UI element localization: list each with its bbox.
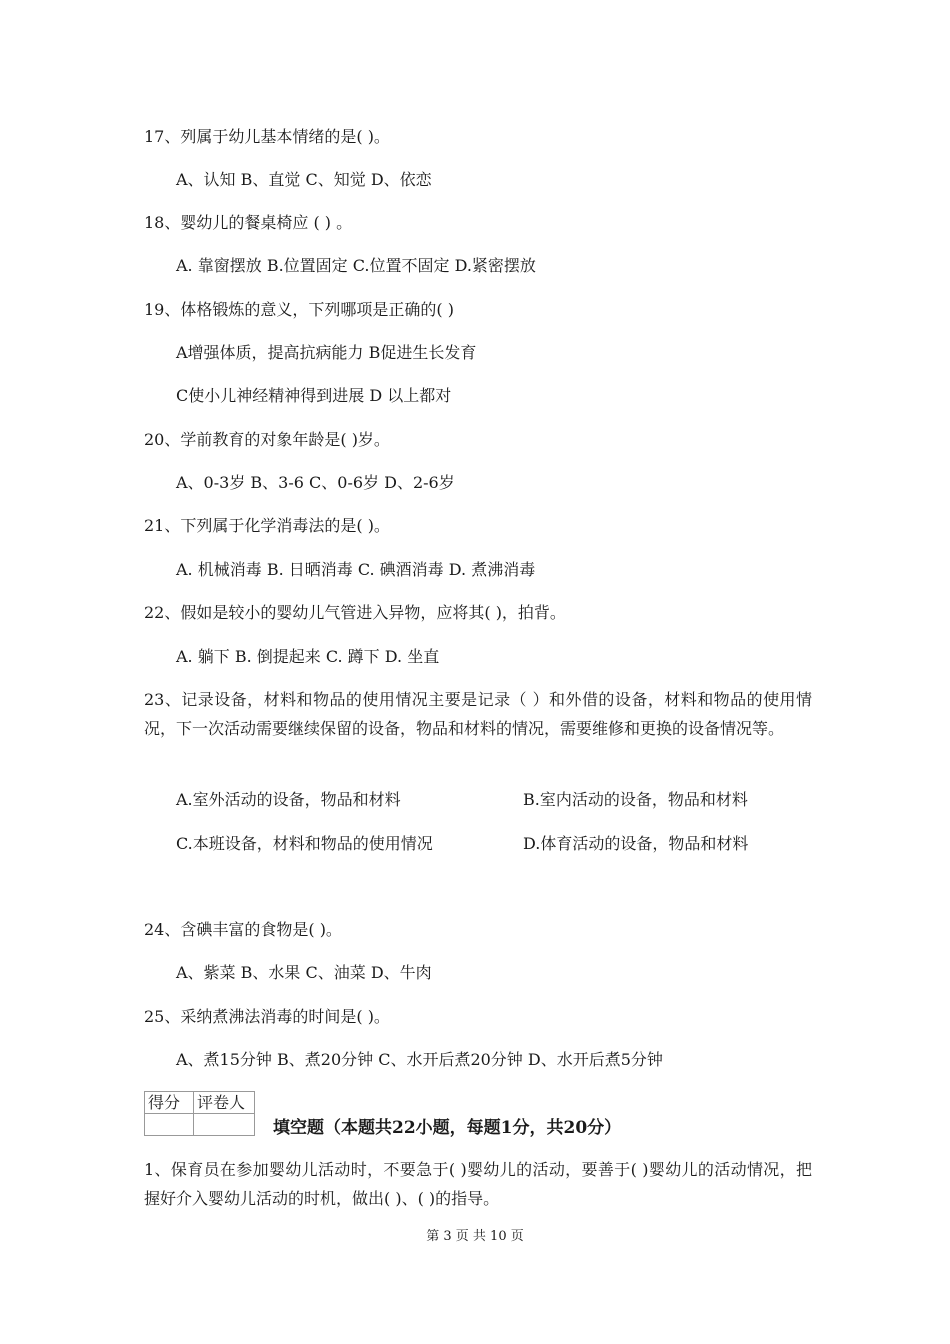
question-19-stem: 19、体格锻炼的意义，下列哪项是正确的( ): [144, 300, 454, 319]
question-24-stem: 24、含碘丰富的食物是( )。: [144, 920, 342, 939]
question-20-options: A、0-3岁 B、3-6 C、0-6岁 D、2-6岁: [176, 473, 455, 492]
question-19-options-ab: A增强体质，提高抗病能力 B促进生长发育: [176, 343, 477, 362]
question-24-options: A、紫菜 B、水果 C、油菜 D、牛肉: [176, 963, 432, 982]
page-number: 第 3 页 共 10 页: [426, 1229, 524, 1244]
question-17-options: A、认知 B、直觉 C、知觉 D、依恋: [176, 170, 432, 189]
question-17-stem: 17、列属于幼儿基本情绪的是( )。: [144, 127, 390, 146]
question-20-stem: 20、学前教育的对象年龄是( )岁。: [144, 430, 390, 449]
section-title: 填空题（本题共22小题，每题1分，共20分）: [273, 1118, 622, 1138]
question-22-stem: 22、假如是较小的婴幼儿气管进入异物，应将其( )，拍背。: [144, 603, 566, 622]
question-23-option-d: D.体育活动的设备，物品和材料: [523, 834, 749, 853]
question-23-stem: 23、记录设备，材料和物品的使用情况主要是记录（ ）和外借的设备，材料和物品的使用情况，下一次活动需要继续保留的设备，物品和材料的情况，需要维修和更换的设备情况等。: [144, 690, 812, 738]
question-25-stem: 25、采纳煮沸法消毒的时间是( )。: [144, 1007, 390, 1026]
question-21-options: A. 机械消毒 B. 日晒消毒 C. 碘酒消毒 D. 煮沸消毒: [176, 560, 536, 579]
score-cell: [145, 1114, 194, 1136]
question-18-stem: 18、婴幼儿的餐桌椅应 ( ) 。: [144, 213, 353, 232]
question-22-options: A. 躺下 B. 倒提起来 C. 蹲下 D. 坐直: [176, 647, 440, 666]
grader-label: 评卷人: [194, 1092, 255, 1114]
fill-blank-question-1: 1、保育员在参加婴幼儿活动时，不要急于( )婴幼儿的活动，要善于( )婴幼儿的活动情况，把握好介入婴幼儿活动的时机，做出( )、( )的指导。: [144, 1160, 812, 1208]
grader-cell: [194, 1114, 255, 1136]
question-23-option-b: B.室内活动的设备，物品和材料: [523, 790, 748, 809]
question-18-options: A. 靠窗摆放 B.位置固定 C.位置不固定 D.紧密摆放: [176, 256, 536, 275]
question-19-options-cd: C使小儿神经精神得到进展 D 以上都对: [176, 386, 452, 405]
question-25-options: A、煮15分钟 B、煮20分钟 C、水开后煮20分钟 D、水开后煮5分钟: [176, 1050, 663, 1069]
score-box: [144, 1091, 255, 1136]
question-23-option-c: C.本班设备，材料和物品的使用情况: [176, 834, 433, 853]
question-23-option-a: A.室外活动的设备，物品和材料: [176, 790, 401, 809]
question-21-stem: 21、下列属于化学消毒法的是( )。: [144, 516, 390, 535]
score-label: 得分: [145, 1092, 194, 1114]
